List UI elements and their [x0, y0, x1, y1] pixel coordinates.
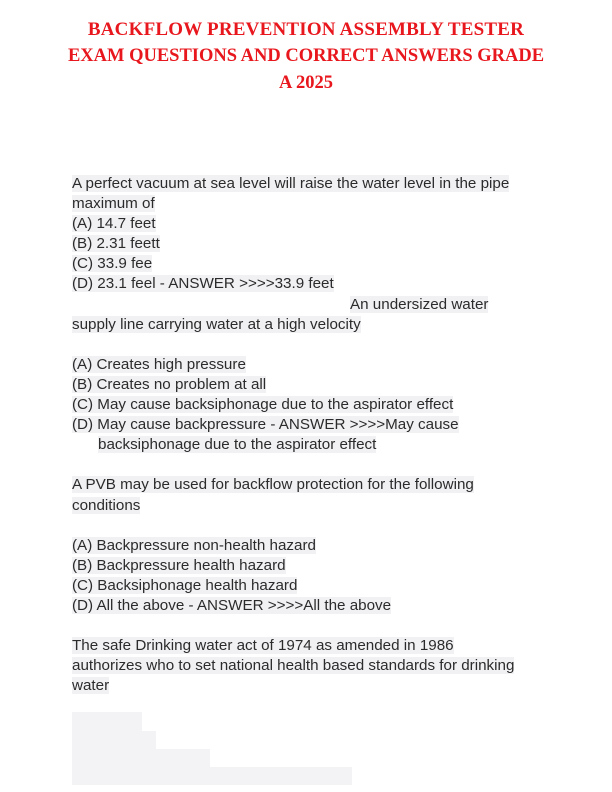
- redacted-block-3: [72, 749, 210, 768]
- title-line-3: A 2025: [279, 73, 333, 93]
- question-4-text: The safe Drinking water act of 1974 as amended in 1986: [72, 637, 454, 655]
- question-3-option-b: (B) Backpressure health hazard: [72, 556, 286, 574]
- question-3-option-c: (C) Backsiphonage health hazard: [72, 576, 298, 594]
- question-2-option-b: (B) Creates no problem at all: [72, 375, 267, 393]
- question-1-option-d-answer: (D) 23.1 feel - ANSWER >>>>33.9 feet: [72, 275, 334, 293]
- question-4-text-end: water: [72, 677, 110, 695]
- question-1-option-a: (A) 14.7 feet: [72, 215, 156, 233]
- question-1-text-cont: maximum of: [72, 195, 155, 213]
- question-3-text: A PVB may be used for backflow protection for the following: [72, 476, 474, 494]
- question-3: [72, 475, 542, 616]
- redacted-block-1: [72, 712, 142, 732]
- question-2: [72, 295, 542, 456]
- question-1-text: A perfect vacuum at sea level will raise the water level in the pipe: [72, 175, 510, 192]
- title-line-1: BACKFLOW PREVENTION ASSEMBLY TESTER: [87, 19, 525, 40]
- question-3-option-d-answer: (D) All the above - ANSWER >>>>All the above: [72, 596, 392, 614]
- question-1-option-b: (B) 2.31 feett: [72, 235, 160, 253]
- question-2-text-cont: supply line carrying water at a high velocity: [72, 315, 361, 333]
- redacted-block-4: [72, 767, 352, 785]
- question-2-answer-cont: backsiphonage due to the aspirator effect: [98, 436, 377, 454]
- question-2-option-a: (A) Creates high pressure: [72, 355, 246, 373]
- question-3-option-a: (A) Backpressure non-health hazard: [72, 536, 316, 554]
- question-1-option-c: (C) 33.9 fee: [72, 255, 153, 273]
- document-title: [60, 16, 552, 97]
- title-line-2: EXAM QUESTIONS AND CORRECT ANSWERS GRADE: [67, 46, 545, 66]
- question-3-text-cont: conditions: [72, 496, 141, 514]
- question-4: [72, 636, 542, 696]
- question-2-option-d-answer: (D) May cause backpressure - ANSWER >>>>May cause: [72, 416, 459, 434]
- question-4-text-cont: authorizes who to set national health based standards for drinking: [72, 657, 515, 675]
- redacted-block-2: [72, 731, 156, 750]
- question-list: [72, 174, 542, 696]
- question-2-text: An undersized water: [350, 295, 489, 313]
- question-2-option-c: (C) May cause backsiphonage due to the aspirator effect: [72, 396, 454, 414]
- question-1: [72, 174, 542, 295]
